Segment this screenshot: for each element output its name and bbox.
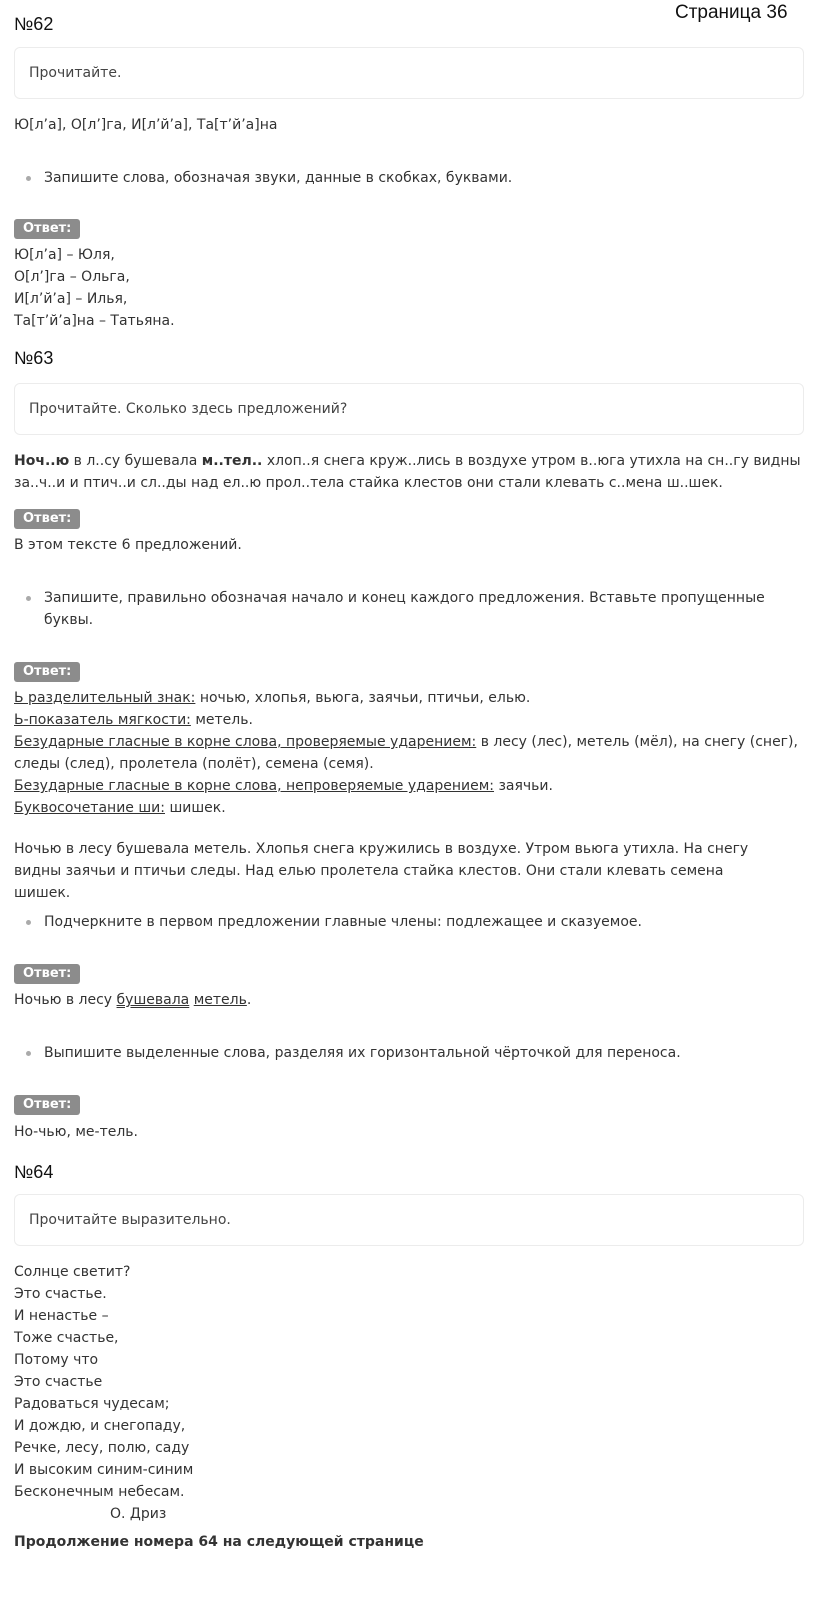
rule-text: в лесу (лес), метель (мёл), на снегу (снег), [476,734,798,750]
rule-label: Безударные гласные в корне слова, непроверяемые ударением: [14,778,495,794]
answer-badge: Ответ: [14,1095,80,1115]
exercise-63-rules [14,687,814,819]
rule-label: Безударные гласные в корне слова, проверяемые ударением: [14,734,477,750]
highlighted-word: м..тел.. [201,453,263,469]
rule-text: шишек. [165,800,226,816]
exercise-63-answer-4: Но-чью, ме-тель. [14,1124,138,1140]
rule-line [14,709,814,731]
poem [14,1261,814,1525]
rule-label: Буквосочетание ши: [14,800,165,816]
poem-line: Солнце светит? [14,1264,131,1280]
exercise-63-bullet-2: Подчеркните в первом предложении главные члены: подлежащее и сказуемое. [26,911,796,933]
answer-line: И[л’й’а] – Илья, [14,291,128,307]
poem-line: И ненастье – [14,1308,109,1324]
exercise-62-bullet: Запишите слова, обозначая звуки, данные в скобках, буквами. [26,167,796,189]
rule-label: Ь разделительный знак: [14,690,196,706]
rule-text: метель. [190,712,253,728]
exercise-64-task: Прочитайте выразительно. [29,1212,231,1228]
exercise-63-answer-3 [14,989,814,1011]
predicate: бушевала [116,992,190,1008]
rule-line [14,687,814,709]
text-fragment: хлоп..я снега круж..лись в воздухе утром в..юга утихла на сн..гу видны за..ч..и и птич..и сл..ды над ел..ю прол..тела стайка клестов они стали клевать с..мена ш..шек. [14,453,801,491]
text-fragment: в л..су бушевала [69,453,202,469]
answer-line: Та[т’й’а]на – Татьяна. [14,313,175,329]
answer-badge: Ответ: [14,219,80,239]
rule-text: заячьи. [494,778,553,794]
exercise-63-number: №63 [14,348,54,368]
poem-line: И высоким синим-синим [14,1462,194,1478]
poem-line: Речке, лесу, полю, саду [14,1440,190,1456]
poem-line: Это счастье. [14,1286,107,1302]
poem-line: Потому что [14,1352,99,1368]
exercise-64-task-box [14,1194,804,1246]
poem-line: Бесконечным небесам. [14,1484,185,1500]
poem-author: О. Дриз [110,1506,167,1522]
poem-line: Радоваться чудесам; [14,1396,170,1412]
answer-badge: Ответ: [14,662,80,682]
rule-line [14,797,814,819]
rule-line [14,731,814,753]
rule-line: следы (след), пролетела (полёт), семена (семя). [14,756,374,772]
exercise-63-text [14,450,804,494]
rule-line [14,775,814,797]
answer-line: О[л’]га – Ольга, [14,269,130,285]
answer-line: Ю[л’а] – Юля, [14,247,115,263]
exercise-63-corrected-text: Ночью в лесу бушевала метель. Хлопья снега кружились в воздухе. Утром вьюга утихла. На снегу видны заячьи и птичьи следы. Над елью пролетела стайка клестов. Они стали клевать семена шишек. [14,841,749,901]
exercise-63-bullet-3: Выпишите выделенные слова, разделяя их горизонтальной чёрточкой для переноса. [26,1042,796,1064]
exercise-63-answer-1: В этом тексте 6 предложений. [14,537,242,553]
exercise-62-task: Прочитайте. [29,65,122,81]
rule-label: Ь-показатель мягкости: [14,712,191,728]
exercise-62-task-box [14,47,804,99]
page-number: Страница 36 [675,2,788,23]
answer-badge: Ответ: [14,509,80,529]
poem-line: Это счастье [14,1374,103,1390]
highlighted-word: Ноч..ю [14,453,70,469]
exercise-62-answer [14,244,814,332]
continuation-note: Продолжение номера 64 на следующей странице [14,1534,424,1550]
rule-text: ночью, хлопья, вьюга, заячьи, птичьи, елью. [195,690,531,706]
text-fragment: . [246,992,252,1008]
exercise-62-number: №62 [14,14,54,34]
exercise-63-task-box [14,383,804,435]
poem-line: И дождю, и снегопаду, [14,1418,186,1434]
exercise-63-task: Прочитайте. Сколько здесь предложений? [29,401,348,417]
answer-badge: Ответ: [14,964,80,984]
exercise-63-bullet-1: Запишите, правильно обозначая начало и конец каждого предложения. Вставьте пропущенные буквы. [26,587,796,631]
poem-line: Тоже счастье, [14,1330,119,1346]
subject: метель [193,992,247,1008]
exercise-62-text: Ю[л’а], О[л’]га, И[л’й’а], Та[т’й’а]на [14,117,278,133]
text-fragment: Ночью в лесу [14,992,117,1008]
exercise-64-number: №64 [14,1162,54,1182]
